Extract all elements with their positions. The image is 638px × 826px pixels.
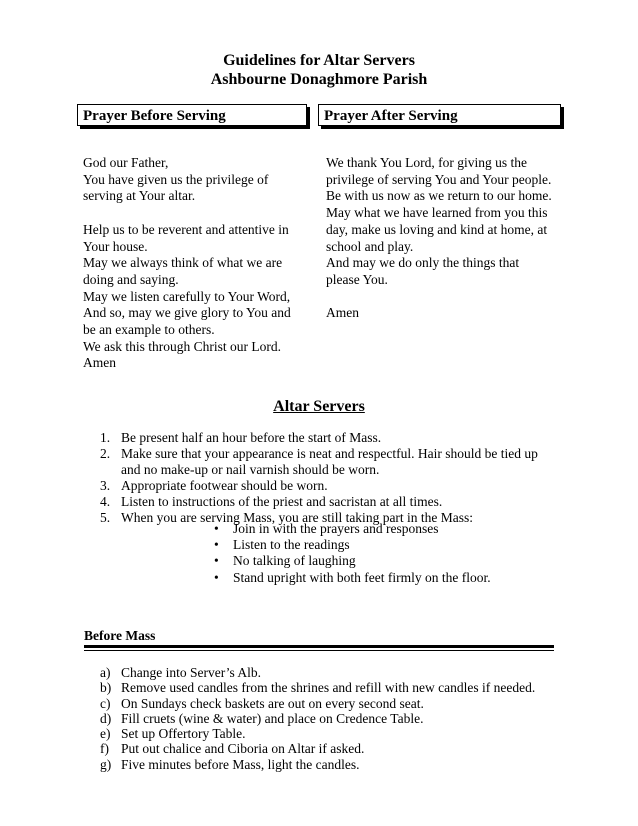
prayer-line: And so, may we give glory to You and be an example to others. (83, 305, 291, 338)
prayer-line: We thank You Lord, for giving us the privilege of serving You and Your people. (326, 155, 552, 187)
bullet-item (214, 537, 534, 553)
item-letter: e) (100, 726, 111, 742)
item-number: 1. (100, 430, 111, 445)
prayer-line: You have given us the privilege of serving at Your altar. (83, 171, 269, 204)
prayer-before-heading: Prayer Before Serving (77, 104, 307, 126)
prayer-line: God our Father, (83, 155, 169, 170)
altar-servers-heading: Altar Servers (273, 398, 365, 415)
prayer-line: Help us to be reverent and attentive in Your house. (83, 221, 289, 254)
bullet-item (214, 570, 534, 586)
before-mass-heading: Before Mass (84, 628, 156, 643)
item-text: Set up Offertory Table. (121, 726, 246, 742)
prayer-line: Be with us now as we return to our home. (326, 188, 552, 204)
before-mass-list (100, 665, 560, 772)
prayer-after-heading: Prayer After Serving (318, 104, 561, 126)
bullet-item (214, 553, 534, 569)
list-item (100, 478, 560, 494)
item-text: When you are serving Mass, you are still taking part in the Mass: (121, 510, 474, 525)
bullet-icon: • (214, 569, 219, 585)
item-letter: g) (100, 756, 112, 772)
list-item (100, 494, 560, 510)
document-title: Guidelines for Altar Servers (223, 52, 415, 69)
list-item (100, 696, 560, 711)
altar-servers-list (100, 430, 560, 526)
list-item (100, 665, 560, 680)
bullet-item (214, 521, 534, 537)
item-letter: c) (100, 695, 111, 711)
item-text: Listen to instructions of the priest and sacristan at all times. (121, 494, 443, 509)
bullet-icon: • (214, 553, 219, 569)
item-text: Five minutes before Mass, light the candles. (121, 756, 360, 772)
prayer-line: We ask this through Christ our Lord. (83, 338, 282, 354)
prayer-line: May we listen carefully to Your Word, (83, 288, 291, 304)
prayer-line: May we always think of what we are doing and saying. (83, 255, 283, 287)
item-number: 2. (100, 446, 111, 461)
item-letter: d) (100, 710, 112, 726)
item-text: On Sundays check baskets are out on every second seat. (121, 695, 424, 711)
item-number: 4. (100, 494, 111, 509)
section-divider (84, 645, 554, 648)
item-text: Make sure that your appearance is neat and respectful. Hair should be tied up and no make-up or nail varnish should be worn. (121, 446, 538, 477)
prayer-line: And may we do only the things that please You. (326, 255, 520, 287)
list-item (100, 741, 560, 756)
section-divider-thin (84, 650, 554, 651)
item-letter: f) (100, 741, 109, 757)
item-text: Be present half an hour before the start of Mass. (121, 430, 382, 445)
item-letter: a) (100, 665, 111, 680)
item-text: Fill cruets (wine & water) and place on Credence Table. (121, 710, 424, 726)
item-number: 3. (100, 478, 111, 493)
paragraph-gap (326, 289, 556, 306)
bullet-text: No talking of laughing (233, 553, 356, 569)
mass-participation-list (214, 521, 534, 586)
item-number: 5. (100, 510, 111, 525)
paragraph-gap (83, 205, 298, 222)
list-item (100, 680, 560, 695)
item-text: Appropriate footwear should be worn. (121, 478, 328, 493)
bullet-icon: • (214, 521, 219, 536)
prayer-line: Amen (326, 305, 359, 321)
item-text: Remove used candles from the shrines and refill with new candles if needed. (121, 680, 536, 696)
item-text: Put out chalice and Ciboria on Altar if asked. (121, 741, 365, 757)
bullet-text: Join in with the prayers and responses (233, 521, 439, 536)
list-item (100, 726, 560, 741)
bullet-text: Stand upright with both feet firmly on the floor. (233, 569, 491, 585)
bullet-text: Listen to the readings (233, 537, 350, 553)
list-item (100, 446, 560, 478)
item-letter: b) (100, 680, 112, 696)
prayer-after-text (326, 155, 556, 322)
prayer-line: Amen (83, 355, 116, 371)
bullet-icon: • (214, 537, 219, 553)
item-text: Change into Server’s Alb. (121, 665, 261, 680)
list-item (100, 711, 560, 726)
parish-name: Ashbourne Donaghmore Parish (210, 71, 428, 88)
prayer-before-text (83, 155, 298, 372)
list-item (100, 430, 560, 446)
list-item (100, 757, 560, 772)
prayer-line: May what we have learned from you this day, make us loving and kind at home, at school and play. (326, 205, 548, 254)
